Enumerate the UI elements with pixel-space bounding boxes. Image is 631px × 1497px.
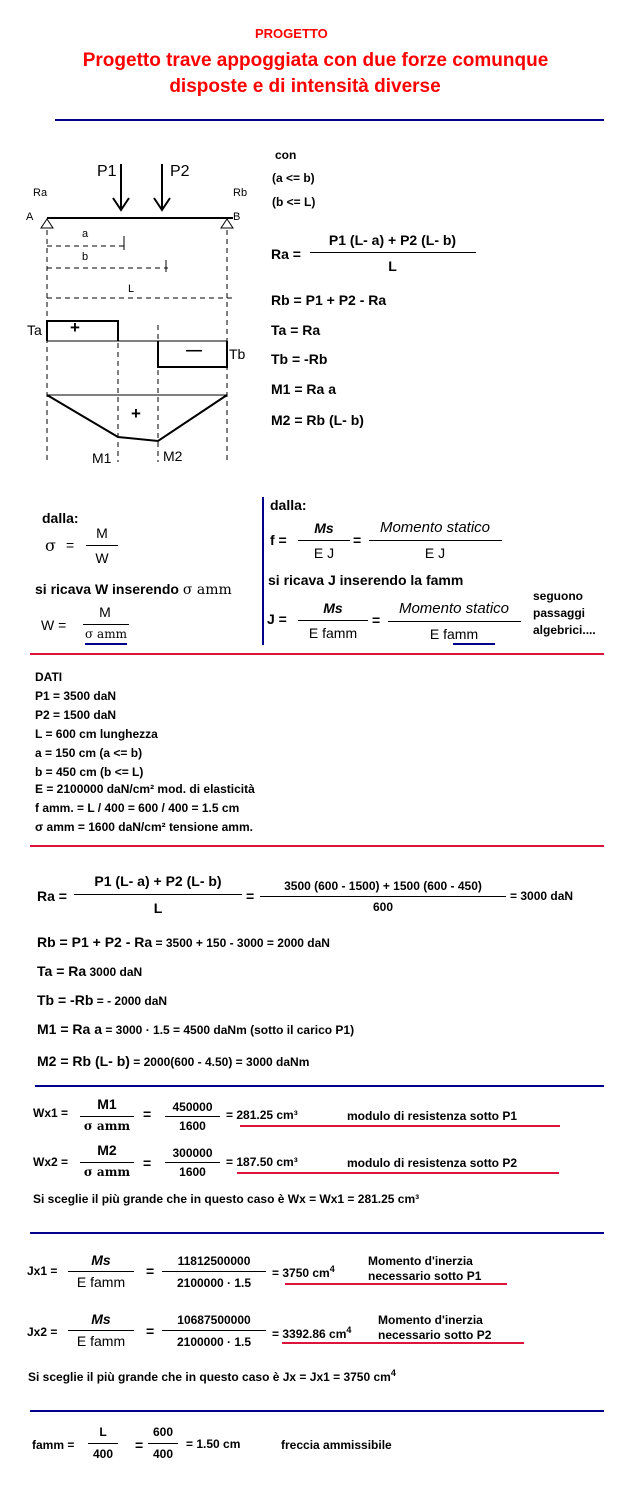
jx2-eq: = (146, 1323, 155, 1339)
header-tag: PROGETTO (255, 26, 328, 41)
wx1-result: = 281.25 cm³ (226, 1108, 298, 1122)
ra-formula-lhs: Ra = (271, 246, 301, 262)
note-seguono: seguono (533, 589, 583, 603)
calc-ra-num: P1 (L- a) + P2 (L- b) (94, 873, 222, 889)
jx1-den2: 2100000 · 1.5 (176, 1276, 252, 1290)
force-p1-label: P1 (97, 163, 117, 180)
wx2-eq: = (143, 1155, 152, 1171)
jx2-note1: Momento d'inerzia (378, 1313, 483, 1327)
calc-ra-num2: 3500 (600 - 1500) + 1500 (600 - 450) (284, 879, 482, 893)
dati-line: L = 600 cm lunghezza (35, 727, 158, 741)
calc-tb: Tb = -Rb = - 2000 daN (37, 992, 168, 1008)
dim-b-label: b (82, 251, 89, 263)
ra-formula-numerator: P1 (L- a) + P2 (L- b) (328, 232, 457, 248)
stress-w: W (95, 550, 109, 566)
calc-ra-lhs: Ra = (37, 888, 67, 904)
j-e-famm: E famm (308, 625, 358, 641)
jx2-den2: 2100000 · 1.5 (176, 1335, 252, 1349)
jx1-result: = 3750 $cm^4$ (272, 1264, 335, 1280)
deflection-dalla: dalla: (270, 497, 307, 513)
calc-ta: Ta = Ra 3000 daN (37, 963, 143, 979)
j-momento: Momento statico (398, 600, 510, 617)
calc-eq: = (246, 888, 255, 904)
dati-sigma-line: σ amm = 1600 daN/cm² tensione amm. (35, 820, 253, 834)
stress-dalla: dalla: (42, 510, 79, 526)
divider (30, 1410, 604, 1412)
wx2-den2: 1600 (179, 1165, 206, 1179)
famm-num2: 600 (152, 1425, 174, 1439)
wx2-num: M2 (97, 1142, 117, 1158)
m2-formula: M2 = Rb (L- b) (271, 412, 364, 428)
deflection-ricava: si ricava J inserendo la famm (268, 572, 464, 588)
dati-line: P2 = 1500 daN (35, 708, 117, 722)
divider (55, 119, 604, 121)
note-algebrici: algebrici.... (533, 623, 596, 637)
support-b-label: B (233, 211, 241, 223)
force-p2-label: P2 (170, 163, 190, 180)
moment-m1-label: M1 (92, 450, 112, 466)
calc-rb: Rb = P1 + P2 - Ra = 3500 + 150 - 3000 = 2000 daN (37, 934, 330, 950)
f-eq: = (353, 532, 362, 548)
divider (30, 1232, 604, 1234)
jx1-num: Ms (91, 1252, 111, 1268)
dim-l-label: L (128, 283, 135, 295)
ta-formula: Ta = Ra (271, 322, 321, 338)
jx1-den: E famm (76, 1274, 126, 1290)
reaction-ra-label: Ra (33, 187, 48, 199)
divider (30, 845, 604, 847)
wx1-note: modulo di resistenza sotto P1 (347, 1109, 518, 1123)
rb-formula: Rb = P1 + P2 - Ra (271, 292, 387, 308)
j-formula-lhs: J = (267, 611, 287, 627)
support-a-label: A (26, 211, 34, 223)
wx2-note: modulo di resistenza sotto P2 (347, 1156, 518, 1170)
jx2-note2: necessario sotto P2 (378, 1328, 492, 1342)
note-passaggi: passaggi (533, 606, 586, 620)
jx2-result: = 3392.86 $cm^4$ (272, 1325, 352, 1341)
dim-a-label: a (82, 228, 89, 240)
condition-2: (b <= L) (272, 195, 316, 209)
divider (35, 1085, 604, 1087)
wx1-den: σ amm (83, 1119, 131, 1133)
wx1-eq: = (143, 1106, 152, 1122)
w-formula-num: M (99, 604, 111, 620)
shear-plus-sign: + (70, 318, 80, 337)
moment-plus-sign: + (131, 404, 141, 423)
f-ej2: E J (424, 545, 446, 561)
jx1-note2: necessario sotto P1 (368, 1269, 482, 1283)
wx1-num2: 450000 (172, 1100, 213, 1114)
stress-eq: = (66, 537, 75, 553)
f-ms: Ms (314, 520, 334, 536)
wx2-lhs: Wx2 = (33, 1155, 69, 1169)
dati-line: f amm. = L / 400 = 600 / 400 = 1.5 cm (35, 801, 240, 815)
f-ej: E J (313, 545, 335, 561)
famm-eq: = (135, 1437, 144, 1453)
wx2-result: = 187.50 cm³ (226, 1155, 298, 1169)
wx2-num2: 300000 (172, 1146, 213, 1160)
divider (30, 653, 604, 655)
condition-1: (a <= b) (272, 171, 315, 185)
famm-num: L (99, 1425, 107, 1439)
m1-formula: M1 = Ra a (271, 381, 336, 397)
jx1-num2: 11812500000 (177, 1254, 251, 1268)
wx1-num: M1 (97, 1096, 117, 1112)
famm-result: = 1.50 cm (186, 1437, 241, 1451)
famm-den: 400 (92, 1447, 114, 1461)
famm-lhs: famm = (32, 1438, 75, 1452)
jx2-den: E famm (76, 1333, 126, 1349)
dati-line: P1 = 3500 daN (35, 689, 117, 703)
j-e-famm2: E famm (429, 626, 479, 642)
jx-choice: Si sceglie il più grande che in questo caso è Jx = Jx1 = 3750 $cm^4$ (28, 1368, 396, 1384)
dati-line: E = 2100000 daN/cm² mod. di elasticità (35, 782, 255, 796)
jx2-lhs: Jx2 = (27, 1325, 58, 1339)
calc-m1: M1 = Ra a = 3000 · 1.5 = 4500 daNm (sotto il carico P1) (37, 1021, 355, 1037)
jx1-eq: = (146, 1263, 155, 1279)
shear-ta-label: Ta (27, 322, 42, 338)
calc-ra-den2: 600 (372, 900, 394, 914)
famm-note: freccia ammissibile (281, 1438, 392, 1452)
calc-ra-den: L (153, 900, 163, 916)
tb-formula: Tb = -Rb (271, 351, 328, 367)
w-formula-lhs: W = (41, 617, 67, 633)
page-title-line2: disposte e di intensità diverse (169, 76, 441, 97)
j-ms: Ms (323, 600, 343, 616)
wx2-den: σ amm (83, 1165, 131, 1179)
w-formula-den: σ amm (85, 627, 127, 641)
con-label: con (275, 148, 297, 162)
jx2-num: Ms (91, 1311, 111, 1327)
ra-formula-denominator: L (388, 258, 397, 274)
sigma-symbol: σ (45, 536, 56, 555)
wx1-den2: 1600 (179, 1119, 206, 1133)
calc-ra-result: = 3000 daN (510, 889, 574, 903)
stress-ricava: si ricava W inserendo σ amm (35, 581, 232, 598)
famm-den2: 400 (152, 1447, 174, 1461)
wx-choice: Si sceglie il più grande che in questo caso è Wx = Wx1 = 281.25 cm³ (33, 1192, 420, 1206)
jx2-num2: 10687500000 (177, 1313, 251, 1327)
calc-m2: M2 = Rb (L- b) = 2000(600 - 4.50) = 3000 daNm (37, 1053, 310, 1069)
page-title-line1: Progetto trave appoggiata con due forze comunque (82, 50, 549, 71)
moment-m2-label: M2 (163, 448, 183, 464)
column-divider (262, 497, 264, 645)
reaction-rb-label: Rb (233, 187, 248, 199)
shear-minus-sign: — (186, 342, 202, 359)
shear-tb-label: Tb (229, 346, 246, 362)
f-momento: Momento statico (379, 519, 491, 536)
dati-line: a = 150 cm (a <= b) (35, 746, 143, 760)
jx1-lhs: Jx1 = (27, 1264, 58, 1278)
j-eq: = (372, 612, 381, 628)
f-formula-lhs: f = (270, 532, 287, 548)
jx1-note1: Momento d'inerzia (368, 1254, 473, 1268)
wx1-lhs: Wx1 = (33, 1106, 69, 1120)
dati-line: b = 450 cm (b <= L) (35, 765, 144, 779)
stress-m: M (96, 525, 108, 541)
dati-title: DATI (35, 670, 63, 684)
